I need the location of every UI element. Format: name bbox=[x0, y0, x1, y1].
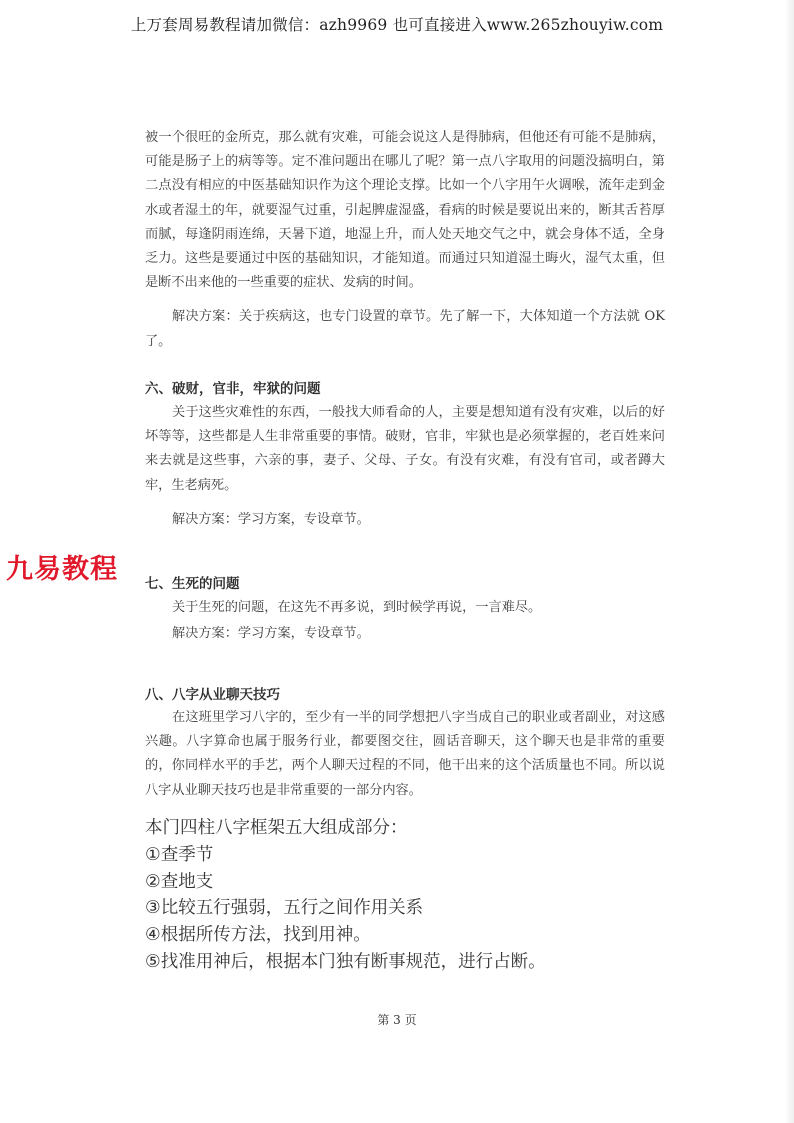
intro-block bbox=[145, 126, 665, 354]
section-six-solution: 解决方案：学习方案，专设章节。 bbox=[172, 511, 370, 527]
section-seven-solution: 解决方案：学习方案，专设章节。 bbox=[172, 626, 370, 642]
section-six-title: 六、破财，官非，牢狱的问题 bbox=[145, 381, 321, 397]
section-six-block bbox=[145, 401, 665, 532]
watermark-logo: 九易教程 bbox=[6, 554, 118, 585]
intro-solution: 解决方案：关于疾病这，也专门设置的章节。先了解一下，大体知道一个方法就 OK 了。 bbox=[145, 309, 665, 349]
section-eight-paragraph: 在这班里学习八字的，至少有一半的同学想把八字当成自己的职业或者副业，对这感兴趣。八字算命也属于服务行业，都要图交往，圆话音聊天，这个聊天也是非常的重要的，你同样水平的手艺，两个人聊天过程的不同，他干出来的这个活质量也不同。所以说八字从业聊天技巧也是非常重要的一部分内容。 bbox=[145, 710, 665, 798]
page-number: 第 3 页 bbox=[377, 1013, 417, 1027]
framework-item: ④根据所传方法，找到用神。 bbox=[145, 925, 371, 946]
section-eight-block bbox=[145, 706, 665, 803]
page-edge bbox=[785, 0, 794, 1123]
framework-title: 本门四柱八字框架五大组成部分： bbox=[145, 818, 408, 838]
section-seven-title: 七、生死的问题 bbox=[145, 576, 240, 592]
framework-item: ③比较五行强弱，五行之间作用关系 bbox=[145, 898, 424, 919]
framework-item: ①查季节 bbox=[145, 844, 214, 865]
page-header: 上万套周易教程请加微信：azh9969 也可直接进入www.265zhouyiw.com bbox=[130, 16, 664, 34]
section-eight-title: 八、八字从业聊天技巧 bbox=[145, 687, 280, 703]
section-six-paragraph: 关于这些灾难性的东西，一般找大师看命的人，主要是想知道有没有灾难，以后的好坏等等，这些都是人生非常重要的事情。破财，官非，牢狱也是必须掌握的，老百姓来问来去就是这些事，六亲的事，妻子、父母、子女。有没有灾难，有没有官司，或者蹲大牢，生老病死。 bbox=[145, 405, 665, 493]
intro-paragraph: 被一个很旺的金所克，那么就有灾难，可能会说这人是得肺病，但他还有可能不是肺病，可能是肠子上的病等等。定不准问题出在哪儿了呢？第一点八字取用的问题没搞明白，第二点没有相应的中医基础知识作为这个理论支撑。比如一个八字用午火调喉，流年走到金水或者湿土的年，就要湿气过重，引起脾虚湿盛，看病的时候是要说出来的，断其舌苔厚而腻，每逢阴雨连绵，天暑下道，地湿上升，而人处天地交气之中，就会身体不适，全身乏力。这些是要通过中医的基础知识，才能知道。而通过只知道湿土晦火，湿气太重，但是断不出来他的一些重要的症状、发病的时间。 bbox=[145, 130, 665, 291]
framework-item: ⑤找准用神后，根据本门独有断事规范，进行占断。 bbox=[145, 951, 546, 972]
section-seven-block bbox=[145, 596, 665, 646]
framework-section bbox=[145, 815, 705, 976]
framework-item: ②查地支 bbox=[145, 871, 214, 892]
section-seven-paragraph: 关于生死的问题，在这先不再多说，到时候学再说，一言难尽。 bbox=[172, 600, 542, 615]
